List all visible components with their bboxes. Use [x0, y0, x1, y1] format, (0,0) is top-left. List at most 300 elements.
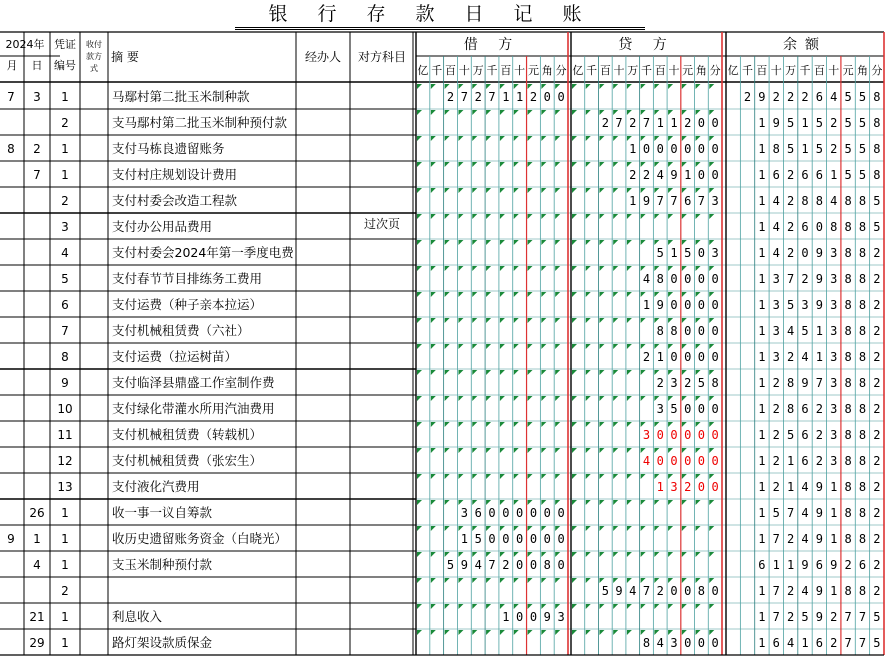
credit-cell-mark: [572, 84, 577, 89]
credit-cell-mark: [668, 136, 673, 141]
debit-cell-mark: [555, 162, 560, 167]
debit-cell-mark: [472, 474, 477, 479]
row-balance-digit: 7: [858, 636, 867, 650]
credit-cell-mark: [682, 110, 687, 115]
row-credit-digit: 0: [684, 584, 692, 598]
row-balance-digit: 4: [830, 90, 838, 104]
debit-cell-mark: [458, 630, 463, 635]
credit-cell-mark: [696, 188, 701, 193]
debit-cell-mark: [445, 396, 450, 401]
row-balance-digit: 2: [873, 246, 881, 260]
row-voucher-no: 5: [61, 272, 69, 286]
debit-cell-mark: [500, 240, 505, 245]
row-credit-digit: 4: [629, 584, 637, 598]
credit-cell-mark: [586, 370, 591, 375]
row-debit-digit: 0: [488, 532, 496, 546]
row-credit-digit: 1: [656, 480, 664, 494]
debit-unit-label: 百: [445, 64, 457, 77]
row-credit-digit: 3: [670, 376, 678, 390]
row-balance-digit: 0: [815, 220, 823, 234]
debit-cell-mark: [500, 136, 505, 141]
row-voucher-no: 1: [61, 532, 69, 546]
credit-cell-mark: [709, 604, 714, 609]
credit-cell-mark: [586, 110, 591, 115]
debit-cell-mark: [445, 630, 450, 635]
credit-cell-mark: [572, 552, 577, 557]
row-credit-digit: 0: [656, 428, 664, 442]
row-balance-digit: 1: [830, 480, 838, 494]
credit-label: 贷 方: [618, 37, 675, 53]
debit-cell-mark: [445, 110, 450, 115]
credit-cell-mark: [572, 266, 577, 271]
credit-cell-mark: [696, 552, 701, 557]
credit-cell-mark: [572, 240, 577, 245]
credit-cell-mark: [682, 188, 687, 193]
debit-cell-mark: [486, 240, 491, 245]
debit-cell-mark: [458, 422, 463, 427]
row-credit-digit: 9: [642, 194, 651, 208]
row-voucher-no: 1: [61, 636, 69, 650]
row-balance-digit: 8: [858, 584, 867, 598]
debit-cell-mark: [486, 266, 491, 271]
row-debit-digit: 1: [502, 610, 510, 624]
row-balance-digit: 1: [787, 454, 795, 468]
debit-cell-mark: [486, 604, 491, 609]
debit-cell-mark: [431, 370, 436, 375]
row-balance-digit: 2: [787, 532, 795, 546]
debit-cell-mark: [528, 188, 533, 193]
debit-cell-mark: [541, 318, 546, 323]
debit-cell-mark: [458, 188, 463, 193]
row-balance-digit: 1: [815, 350, 823, 364]
debit-cell-mark: [417, 162, 422, 167]
row-balance-digit: 3: [830, 402, 838, 416]
debit-cell-mark: [500, 630, 505, 635]
row-summary: 支付春节节目排练务工费用: [112, 271, 263, 286]
row-balance-digit: 4: [801, 532, 809, 546]
debit-cell-mark: [500, 110, 505, 115]
row-balance-digit: 2: [743, 90, 752, 104]
row-balance-digit: 6: [815, 168, 823, 182]
row-voucher-no: 8: [61, 350, 69, 364]
credit-cell-mark: [627, 500, 632, 505]
credit-cell-mark: [599, 318, 604, 323]
credit-cell-mark: [641, 188, 646, 193]
debit-cell-mark: [555, 188, 560, 193]
credit-cell-mark: [709, 214, 714, 219]
row-balance-digit: 6: [801, 428, 809, 442]
row-credit-digit: 7: [615, 116, 623, 130]
row-balance-digit: 6: [772, 168, 780, 182]
credit-cell-mark: [654, 162, 659, 167]
balance-unit-label: 分: [871, 64, 883, 77]
row-voucher-no: 4: [61, 246, 69, 260]
debit-cell-mark: [472, 84, 477, 89]
debit-cell-mark: [486, 526, 491, 531]
row-credit-digit: 0: [684, 324, 692, 338]
row-credit-digit: 2: [656, 584, 664, 598]
row-balance-digit: 5: [787, 116, 795, 130]
credit-cell-mark: [709, 630, 714, 635]
credit-cell-mark: [586, 630, 591, 635]
row-balance-digit: 8: [858, 402, 867, 416]
credit-cell-mark: [641, 292, 646, 297]
credit-cell-mark: [696, 344, 701, 349]
row-credit-digit: 5: [670, 402, 678, 416]
debit-cell-mark: [528, 162, 533, 167]
debit-cell-mark: [431, 162, 436, 167]
debit-cell-mark: [514, 630, 519, 635]
debit-cell-mark: [445, 188, 450, 193]
row-balance-digit: 2: [873, 454, 881, 468]
row-debit-digit: 0: [516, 532, 524, 546]
credit-cell-mark: [599, 214, 604, 219]
credit-cell-mark: [641, 422, 646, 427]
row-summary: 利息收入: [112, 609, 163, 624]
debit-cell-mark: [555, 318, 560, 323]
debit-cell-mark: [445, 292, 450, 297]
debit-cell-mark: [445, 318, 450, 323]
row-debit-digit: 7: [488, 558, 496, 572]
row-balance-digit: 2: [801, 272, 809, 286]
credit-cell-mark: [709, 370, 714, 375]
credit-cell-mark: [627, 188, 632, 193]
row-credit-digit: 5: [697, 376, 706, 390]
credit-cell-mark: [668, 422, 673, 427]
balance-unit-label: 百: [813, 64, 825, 77]
credit-unit-label: 角: [695, 64, 707, 77]
row-balance-digit: 3: [801, 298, 809, 312]
row-balance-digit: 9: [758, 90, 766, 104]
credit-cell-mark: [696, 110, 701, 115]
row-balance-digit: 6: [815, 636, 823, 650]
row-balance-digit: 1: [758, 480, 766, 494]
row-debit-digit: 0: [529, 532, 538, 546]
debit-cell-mark: [514, 188, 519, 193]
credit-cell-mark: [668, 266, 673, 271]
row-balance-digit: 1: [787, 558, 795, 572]
row-credit-digit: 9: [615, 584, 623, 598]
row-balance-digit: 8: [873, 168, 881, 182]
credit-cell-mark: [572, 214, 577, 219]
credit-cell-mark: [654, 370, 659, 375]
row-balance-digit: 2: [844, 558, 852, 572]
row-balance-digit: 2: [873, 558, 881, 572]
debit-cell-mark: [431, 136, 436, 141]
row-summary: 支付绿化带灌水所用汽油费用: [112, 401, 275, 416]
row-balance-digit: 9: [815, 532, 823, 546]
credit-cell-mark: [586, 266, 591, 271]
credit-cell-mark: [599, 552, 604, 557]
debit-cell-mark: [555, 84, 560, 89]
row-balance-digit: 6: [815, 90, 823, 104]
credit-cell-mark: [709, 162, 714, 167]
debit-cell-mark: [458, 474, 463, 479]
debit-cell-mark: [514, 110, 519, 115]
row-balance-digit: 1: [758, 246, 766, 260]
debit-cell-mark: [555, 266, 560, 271]
row-credit-digit: 7: [670, 194, 678, 208]
row-balance-digit: 3: [830, 246, 838, 260]
debit-cell-mark: [541, 630, 546, 635]
row-credit-digit: 0: [684, 272, 692, 286]
credit-cell-mark: [613, 240, 618, 245]
row-debit-digit: 0: [529, 558, 538, 572]
debit-cell-mark: [541, 552, 546, 557]
row-balance-digit: 5: [873, 610, 881, 624]
row-balance-digit: 5: [844, 168, 852, 182]
row-balance-digit: 2: [772, 90, 780, 104]
debit-cell-mark: [500, 188, 505, 193]
credit-cell-mark: [641, 266, 646, 271]
credit-cell-mark: [654, 500, 659, 505]
debit-cell-mark: [458, 214, 463, 219]
row-balance-digit: 1: [830, 532, 838, 546]
credit-cell-mark: [709, 84, 714, 89]
debit-cell-mark: [445, 214, 450, 219]
row-credit-digit: 7: [642, 116, 651, 130]
debit-cell-mark: [486, 110, 491, 115]
row-balance-digit: 7: [844, 610, 852, 624]
row-balance-digit: 2: [873, 532, 881, 546]
row-credit-digit: 0: [670, 298, 678, 312]
row-credit-digit: 0: [697, 350, 706, 364]
debit-cell-mark: [528, 604, 533, 609]
credit-cell-mark: [709, 578, 714, 583]
credit-cell-mark: [696, 396, 701, 401]
row-balance-digit: 1: [758, 272, 766, 286]
credit-cell-mark: [668, 162, 673, 167]
row-balance-digit: 7: [787, 272, 795, 286]
row-debit-digit: 5: [446, 558, 455, 572]
debit-cell-mark: [472, 500, 477, 505]
credit-cell-mark: [572, 422, 577, 427]
credit-cell-mark: [586, 448, 591, 453]
debit-cell-mark: [514, 292, 519, 297]
row-debit-digit: 0: [516, 610, 524, 624]
credit-cell-mark: [682, 630, 687, 635]
row-debit-digit: 0: [488, 506, 496, 520]
row-credit-digit: 4: [656, 636, 664, 650]
debit-cell-mark: [500, 318, 505, 323]
debit-cell-mark: [500, 292, 505, 297]
row-credit-digit: 3: [711, 246, 719, 260]
debit-cell-mark: [458, 396, 463, 401]
credit-cell-mark: [696, 604, 701, 609]
row-day: 2: [33, 142, 41, 156]
row-balance-digit: 1: [815, 324, 823, 338]
row-debit-digit: 1: [516, 90, 524, 104]
row-balance-digit: 3: [772, 350, 780, 364]
debit-cell-mark: [417, 578, 422, 583]
debit-cell-mark: [458, 84, 463, 89]
credit-cell-mark: [641, 136, 646, 141]
header-summary: 摘 要: [111, 50, 139, 64]
debit-cell-mark: [500, 214, 505, 219]
credit-cell-mark: [709, 188, 714, 193]
row-voucher-no: 10: [57, 402, 73, 416]
row-balance-digit: 2: [830, 636, 838, 650]
credit-cell-mark: [709, 396, 714, 401]
credit-cell-mark: [682, 448, 687, 453]
row-balance-digit: 4: [772, 246, 780, 260]
row-summary: 支付临泽县鼎盛工作室制作费: [112, 375, 275, 390]
debit-unit-label: 万: [472, 64, 484, 77]
credit-cell-mark: [668, 318, 673, 323]
row-balance-digit: 1: [787, 480, 795, 494]
debit-cell-mark: [500, 448, 505, 453]
credit-cell-mark: [668, 578, 673, 583]
debit-cell-mark: [486, 136, 491, 141]
credit-cell-mark: [709, 422, 714, 427]
row-day: 3: [33, 90, 41, 104]
debit-cell-mark: [417, 396, 422, 401]
row-debit-digit: 2: [474, 90, 482, 104]
credit-cell-mark: [613, 604, 618, 609]
row-balance-digit: 8: [873, 116, 881, 130]
row-balance-digit: 2: [772, 480, 780, 494]
debit-cell-mark: [528, 422, 533, 427]
debit-cell-mark: [431, 84, 436, 89]
row-day: 29: [29, 636, 45, 650]
row-balance-digit: 3: [830, 324, 838, 338]
row-summary: 支玉米制种预付款: [112, 557, 213, 572]
debit-cell-mark: [472, 240, 477, 245]
row-credit-digit: 3: [711, 194, 719, 208]
row-balance-digit: 3: [772, 324, 780, 338]
debit-cell-mark: [541, 110, 546, 115]
row-debit-digit: 3: [557, 610, 565, 624]
debit-cell-mark: [514, 396, 519, 401]
row-balance-digit: 8: [830, 220, 838, 234]
debit-cell-mark: [445, 448, 450, 453]
credit-cell-mark: [572, 630, 577, 635]
credit-cell-mark: [641, 344, 646, 349]
debit-unit-label: 百: [500, 64, 512, 77]
row-balance-digit: 9: [801, 558, 809, 572]
row-credit-digit: 0: [711, 298, 719, 312]
row-handler: 过次页: [363, 217, 401, 231]
row-credit-digit: 0: [697, 402, 706, 416]
credit-cell-mark: [668, 448, 673, 453]
debit-cell-mark: [431, 344, 436, 349]
debit-cell-mark: [472, 292, 477, 297]
row-balance-digit: 9: [815, 272, 823, 286]
row-credit-digit: 0: [697, 454, 706, 468]
credit-cell-mark: [599, 136, 604, 141]
row-credit-digit: 4: [642, 454, 651, 468]
debit-cell-mark: [541, 292, 546, 297]
row-credit-digit: 0: [697, 428, 706, 442]
credit-cell-mark: [586, 500, 591, 505]
row-debit-digit: 0: [557, 558, 565, 572]
credit-cell-mark: [627, 266, 632, 271]
debit-cell-mark: [417, 526, 422, 531]
debit-cell-mark: [528, 500, 533, 505]
debit-cell-mark: [541, 188, 546, 193]
debit-label: 借 方: [463, 37, 521, 53]
row-summary: 马鄢村第二批玉米制种款: [112, 89, 250, 104]
row-balance-digit: 2: [873, 350, 881, 364]
balance-unit-label: 万: [785, 64, 797, 77]
debit-cell-mark: [486, 84, 491, 89]
debit-cell-mark: [555, 578, 560, 583]
debit-cell-mark: [528, 396, 533, 401]
credit-cell-mark: [682, 552, 687, 557]
credit-cell-mark: [641, 448, 646, 453]
credit-cell-mark: [627, 344, 632, 349]
credit-cell-mark: [668, 84, 673, 89]
row-balance-digit: 3: [830, 428, 838, 442]
debit-cell-mark: [486, 474, 491, 479]
row-balance-digit: 1: [758, 636, 766, 650]
row-debit-digit: 9: [460, 558, 468, 572]
credit-unit-label: 元: [682, 64, 694, 77]
row-balance-digit: 9: [815, 506, 823, 520]
debit-cell-mark: [472, 162, 477, 167]
row-balance-digit: 6: [758, 558, 766, 572]
credit-cell-mark: [627, 448, 632, 453]
credit-cell-mark: [641, 396, 646, 401]
debit-cell-mark: [445, 604, 450, 609]
credit-cell-mark: [682, 344, 687, 349]
debit-cell-mark: [528, 370, 533, 375]
debit-cell-mark: [528, 474, 533, 479]
balance-unit-label: 元: [842, 64, 854, 77]
row-credit-digit: 5: [601, 584, 609, 598]
row-summary: 支付机械租赁费（张宏生）: [112, 453, 263, 468]
credit-cell-mark: [599, 162, 604, 167]
row-voucher-no: 1: [61, 168, 69, 182]
credit-cell-mark: [599, 188, 604, 193]
credit-cell-mark: [654, 578, 659, 583]
debit-cell-mark: [555, 110, 560, 115]
debit-cell-mark: [417, 422, 422, 427]
credit-cell-mark: [654, 136, 659, 141]
debit-cell-mark: [528, 266, 533, 271]
credit-cell-mark: [627, 162, 632, 167]
row-balance-digit: 7: [858, 610, 867, 624]
debit-cell-mark: [472, 318, 477, 323]
debit-cell-mark: [472, 422, 477, 427]
row-balance-digit: 2: [787, 220, 795, 234]
credit-cell-mark: [696, 136, 701, 141]
debit-cell-mark: [528, 552, 533, 557]
row-debit-digit: 0: [502, 532, 510, 546]
credit-cell-mark: [709, 344, 714, 349]
row-balance-digit: 5: [858, 90, 867, 104]
row-balance-digit: 8: [873, 90, 881, 104]
debit-cell-mark: [431, 500, 436, 505]
header-pay-method: 式: [90, 64, 98, 73]
row-credit-digit: 0: [684, 636, 692, 650]
row-credit-digit: 2: [629, 168, 637, 182]
row-balance-digit: 9: [801, 376, 809, 390]
debit-cell-mark: [514, 474, 519, 479]
credit-cell-mark: [572, 448, 577, 453]
credit-cell-mark: [696, 266, 701, 271]
credit-cell-mark: [613, 422, 618, 427]
credit-cell-mark: [613, 162, 618, 167]
row-credit-digit: 0: [697, 636, 706, 650]
row-credit-digit: 3: [670, 480, 678, 494]
credit-cell-mark: [709, 240, 714, 245]
debit-cell-mark: [486, 448, 491, 453]
credit-cell-mark: [709, 110, 714, 115]
credit-cell-mark: [668, 526, 673, 531]
credit-cell-mark: [627, 292, 632, 297]
debit-cell-mark: [472, 604, 477, 609]
